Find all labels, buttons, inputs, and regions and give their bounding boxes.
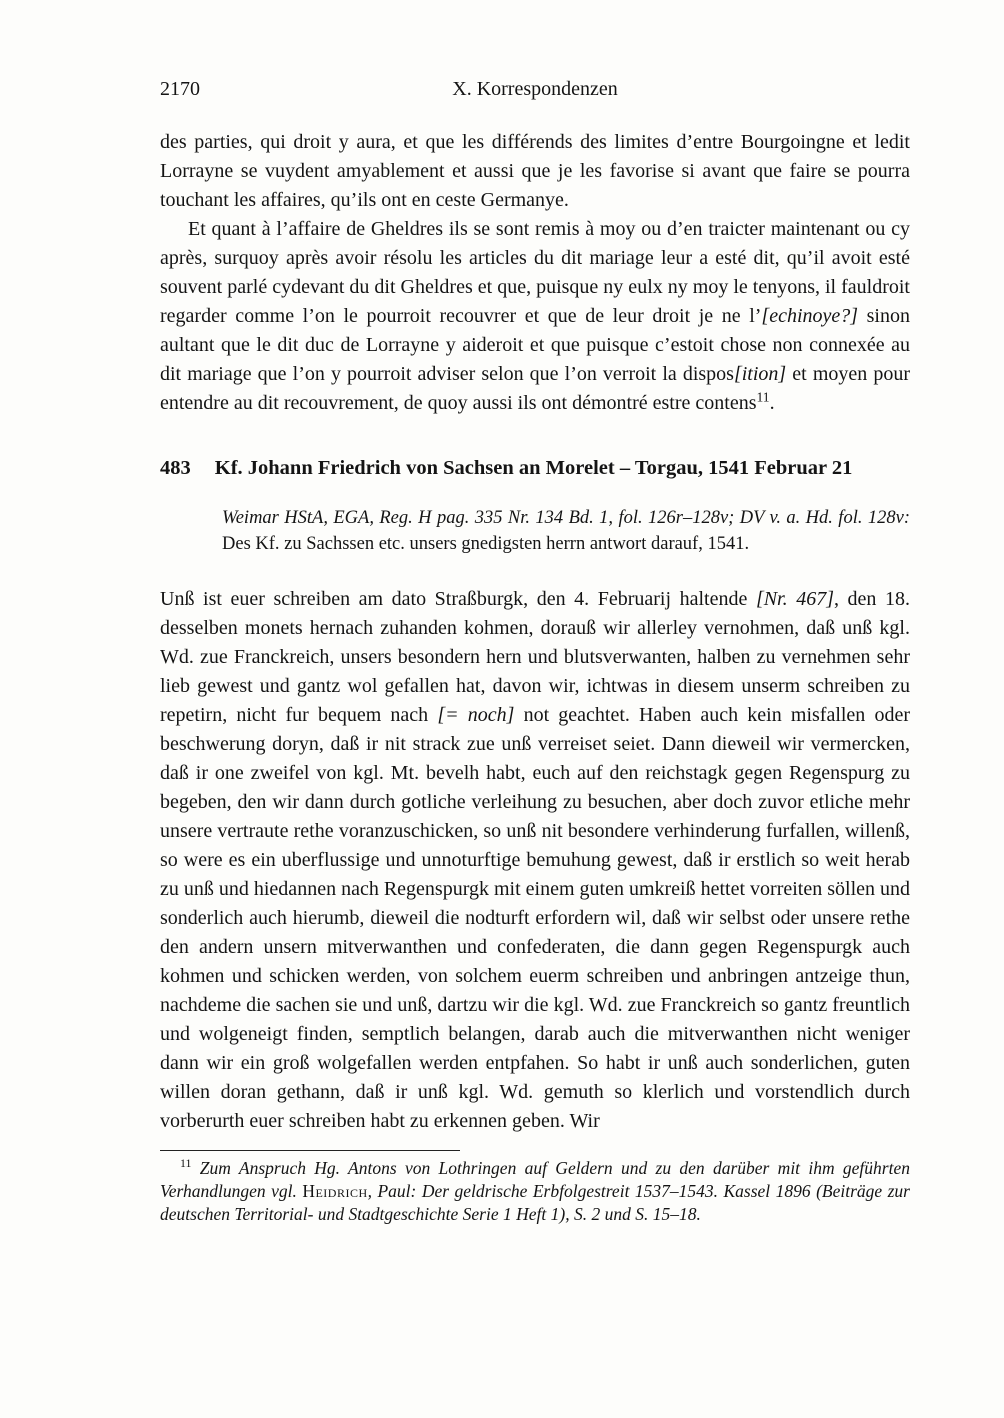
letter-body [160,585,910,1136]
editorial-note: [echinoye?] [761,305,859,327]
text-segment: des parties, qui droit y aura, et que les différends des limites d’entre Bourgoingne et ledit Lorrayne se vuydent amyablement et aussi que je les favorise si avant que faire se pourra touchant les affaires, qu’ils ont en ceste Germanye. [160,131,910,211]
footnote-reference-11: 11 [756,389,770,405]
letter-continuation-section [160,128,910,418]
text-segment: not geachtet. Haben auch kein misfallen oder beschwerung doryn, daß ir nit strack zue unß verreiset seiet. Dann dieweil wir vermercken, daß ir one zweifel von kgl. Mt. bevelh habt, euch auf den reichstagk gegen Regenspurg zu begeben, den wir dann durch gotliche verleihung zu besuchen, aber doch zuvor etliche mehr unsere vertraute rethe voranzuschicken, so unß nit besondere verhinderung furfallen, willenß, so were es ein uberflussige und unnoturftige bemuhung gewest, daß ir erstlich so weit herab zu unß und hiedannen nach Regenspurgk mit einem guten umkreiß hettet vorreiten söllen und sonderlich auch hierumb, dieweil die nodturft erfordern wil, daß wir selbst oder unsere rethe den andern unsern mitverwanthen und confederaten, die dann gegen Regenspurgk auch kohmen und schicken werden, von solchem euerm schreiben und anbringen antzeige thun, nachdeme die sachen sie und unß, dartzu wir die kgl. Wd. zue Franckreich so gantz freuntlich und wolgeneigt finden, semptlich belangen, darab auch die mitverwanthen nicht weniger dann wir ein groß wolgefallen werden entpfahen. So habt ir unß auch sonderlichen, guten willen doran gethann, daß ir unß kgl. Wd. gemuth so klerlich und vorstendlich durch vorberurth euer schreiben habt zu erkennen geben. Wir [160,704,910,1132]
editorial-note: [Nr. 467] [755,588,834,610]
french-paragraph-2 [160,215,910,418]
text-segment: . [769,392,775,414]
source-dorsal-note: Des Kf. zu Sachssen etc. unsers gnedigsten herrn antwort darauf, 1541. [222,534,750,554]
text-segment: , den 18. desselben monets hernach zuhanden kohmen, dorauß wir allerley vernohmen, daß unß kgl. Wd. zue Franckreich, unsers besondern hern und blutsverwanten, halben zu vernehmen sehr lieb gewest und gantz wol gefallen hat, davon wir, ichtwas in diesem unserm schreiben zu repetirn, nicht fur bequem nach [160,588,910,726]
footnote-text: Zum Anspruch Hg. Antons von Lothringen auf Geldern und zu den darüber mit ihm geführten Verhandlungen vgl. [160,1158,910,1201]
footnote-text: , Paul: Der geldrische Erbfolgestreit 1537–1543. Kassel 1896 (Beiträge zur deutschen Territorial- und Stadtgeschichte Serie 1 Heft 1), S. 2 und S. 15–18. [160,1181,910,1224]
running-title: X. Korrespondenzen [452,78,618,100]
footnote-area [160,1150,910,1226]
source-reference: Weimar HStA, EGA, Reg. H pag. 335 Nr. 134 Bd. 1, fol. 126r–128v; DV v. a. Hd. fol. 128v: [222,508,910,528]
page-number: 2170 [160,78,200,100]
author-name-smallcaps: Heidrich [302,1181,368,1201]
french-paragraph-1 [160,128,910,215]
editorial-note: [= noch] [437,704,515,726]
text-segment [191,1158,199,1178]
archival-source-note [222,505,910,557]
footnote-separator-rule [160,1150,460,1151]
text-segment: et moyen pour entendre au dit recouvrement, de quoy aussi ils ont démontré estre contens [160,363,910,414]
document-heading [160,454,910,483]
editorial-note: [ition] [733,363,787,385]
footnote-number: 11 [180,1156,192,1171]
page-header [160,76,910,102]
text-segment: Et quant à l’affaire de Gheldres ils se sont remis à moy ou d’en traicter maintenant ou cy après, surquoy après avoir résolu les articles du dit mariage leur a esté dit, qu’il avoit esté souvent parlé cydevant du dit Gheldres et que, puisque ny eulx ny moy le tenyons, il fauldroit regarder comme l’on le pourroit recouvrer et que de leur droit je ne l’ [160,218,910,327]
text-segment: Unß ist euer schreiben am dato Straßburgk, den 4. Februarij haltende [160,588,756,610]
document-number: 483 [160,457,191,479]
footnote-11 [160,1157,910,1226]
document-title: Kf. Johann Friedrich von Sachsen an Morelet – Torgau, 1541 Februar 21 [214,457,853,479]
text-segment: sinon aultant que le dit duc de Lorrayne y aideroit et que puisque c’estoit chose non connexée au dit mariage que l’on y pourroit adviser selon que l’on verroit la dispos [160,305,910,385]
